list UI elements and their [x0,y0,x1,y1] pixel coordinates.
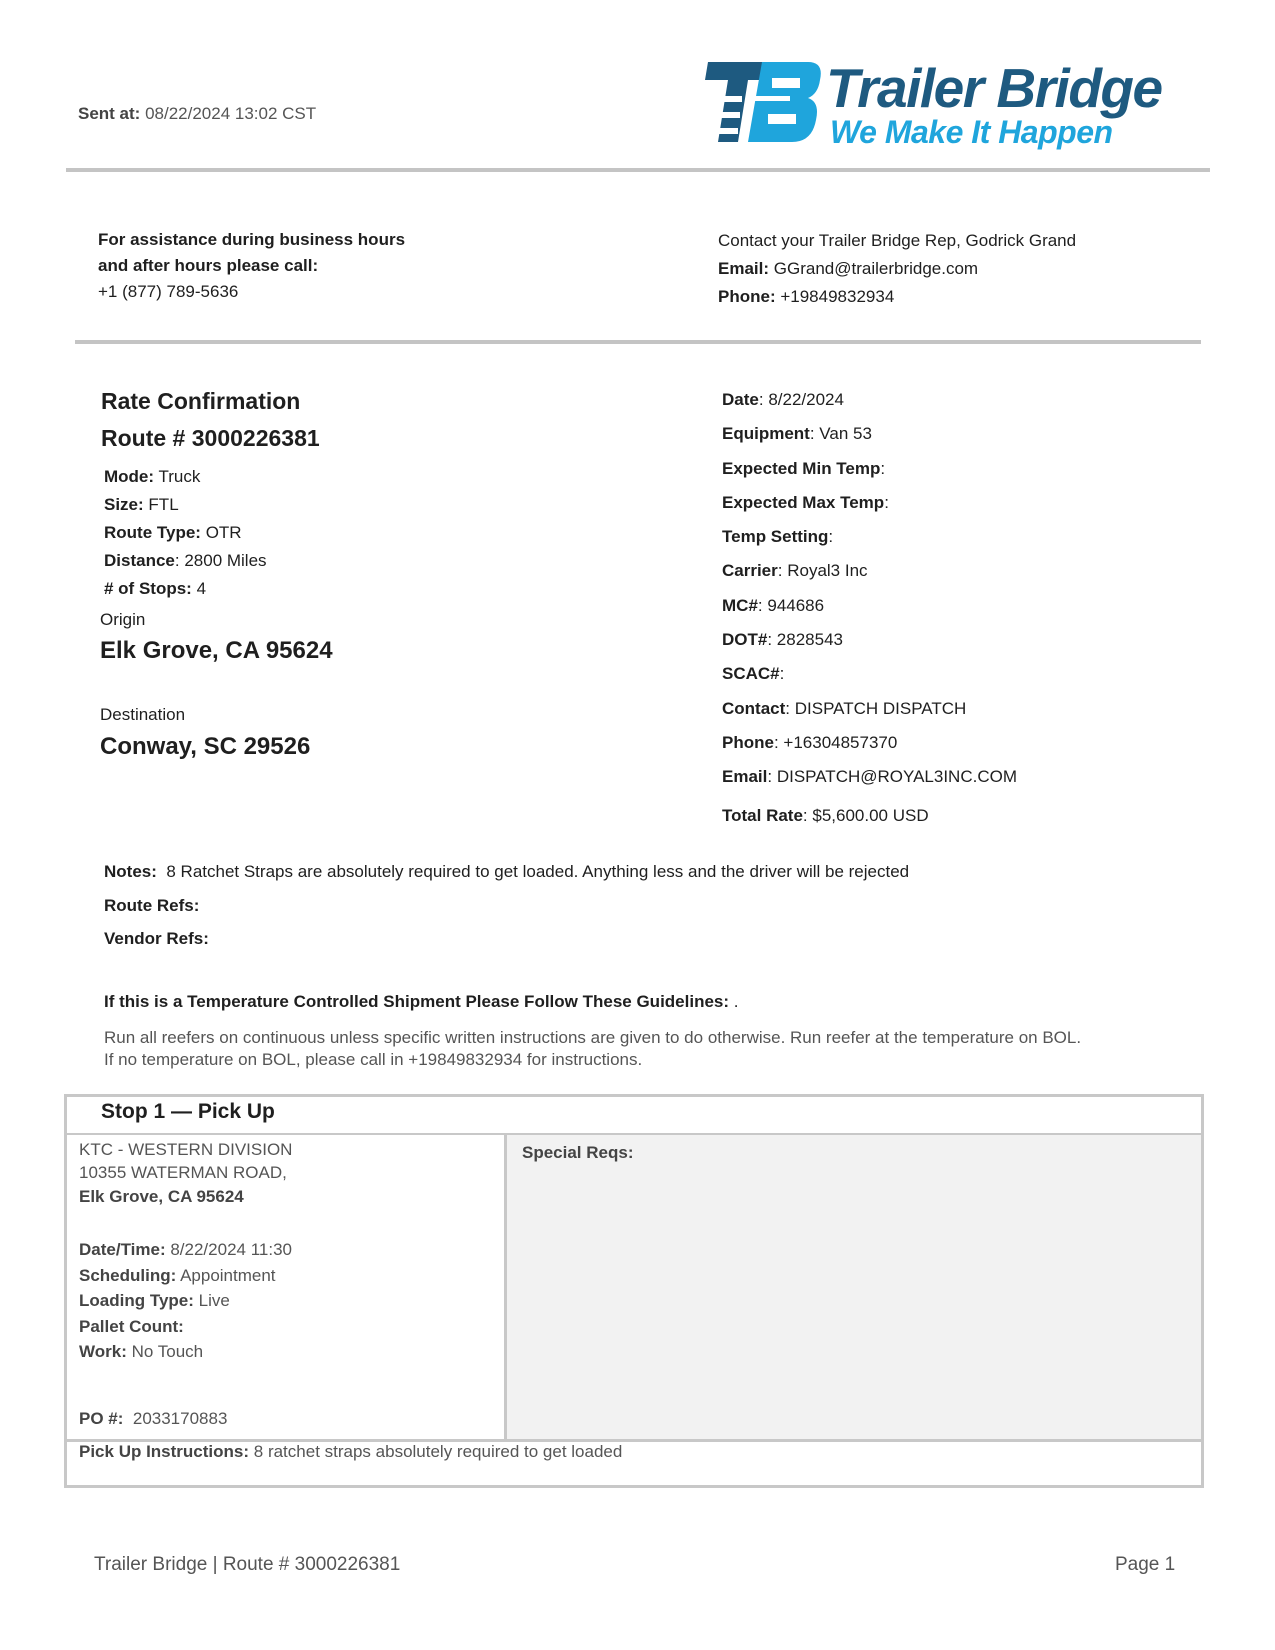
rep-intro: Contact your Trailer Bridge Rep, Godrick Grand [718,231,1077,250]
stop-po-value: 2033170883 [132,1409,228,1428]
origin-value: Elk Grove, CA 95624 [100,637,333,664]
total-rate: Total Rate: $5,600.00 USD [722,806,929,825]
carrier-contact-label: Contact [722,698,786,718]
carrier-email-label: Email [722,767,768,787]
stop-city: Elk Grove, CA 95624 [79,1187,244,1206]
stop-work-label: Work: [79,1342,127,1361]
stop-divider-vertical [504,1135,507,1440]
route-type-label: Route Type: [104,523,201,542]
destination-value: Conway, SC 29526 [100,733,311,760]
route-type-value: OTR [205,523,242,542]
sent-at-label: Sent at: [78,104,141,123]
special-reqs-panel [507,1135,1201,1440]
carrier-phone-value: +16304857370 [783,732,898,752]
date-label: Date [722,390,759,409]
carrier-contact-value: DISPATCH DISPATCH [794,698,967,718]
distance-label: Distance [104,551,175,570]
stop-po [79,1409,227,1429]
temperature-line2: If no temperature on BOL, please call in +19849832934 for instructions. [104,1050,643,1069]
carrier-phone-label: Phone [722,732,774,752]
min-temp-label: Expected Min Temp [722,458,881,478]
destination-label: Destination [100,705,186,724]
section-divider [75,340,1201,344]
stop-details [79,1237,292,1365]
assistance-phone: +1 (877) 789-5636 [98,282,239,301]
rep-email-label: Email: [718,259,770,278]
origin-label: Origin [100,610,146,629]
dot-label: DOT# [722,630,768,650]
notes-block [104,855,909,956]
temperature-guidelines-text [104,1027,1184,1071]
trailer-bridge-logo-icon [700,58,825,146]
rep-email[interactable]: GGrand@trailerbridge.com [773,259,979,278]
pickup-instructions-label: Pick Up Instructions: [79,1442,250,1461]
total-rate-label: Total Rate [722,806,803,825]
temperature-title: If this is a Temperature Controlled Shipment Please Follow These Guidelines: [104,992,730,1011]
stop-heading: Stop 1 — Pick Up [101,1100,275,1123]
stops-label: # of Stops: [104,579,192,598]
brand-name: Trailer Bridge [826,57,1162,119]
stop-work-value: No Touch [131,1342,204,1361]
brand-tagline: We Make It Happen [830,114,1113,150]
rep-phone: +19849832934 [780,287,895,306]
route-refs-label: Route Refs: [104,895,200,915]
footer-page-number: Page 1 [1115,1554,1176,1575]
pickup-instructions [79,1442,622,1462]
mode-value: Truck [158,467,201,486]
assistance-line1: For assistance during business hours [98,230,406,249]
carrier-label: Carrier [722,561,778,581]
stop-scheduling-value: Appointment [180,1265,276,1285]
scac-label: SCAC# [722,664,780,684]
notes-label: Notes: [104,862,157,881]
rep-contact-block [718,227,1076,311]
stop-divider-top [67,1133,1201,1135]
size-label: Size: [104,495,144,514]
assistance-block [98,227,405,305]
mc-value: 944686 [767,595,825,615]
header-divider [66,168,1210,172]
temp-setting-label: Temp Setting [722,527,829,547]
stop-loading-value: Live [198,1291,230,1310]
temperature-guidelines-title [104,992,739,1012]
shipment-details: Date: 8/22/2024 Equipment: Van 53 Expected Min Temp: Expected Max Temp: Temp Setting: Carrier: Royal3 Inc MC#: 944686 DOT#: 2828543 SCAC#: Contact: DISPATCH DISPATCH Phone: +16304857370 Email: DISPATCH@ROYAL3INC.COM [722,390,1017,787]
max-temp-label: Expected Max Temp [722,492,885,512]
size-value: FTL [148,495,179,514]
stop-street: 10355 WATERMAN ROAD, [79,1163,287,1182]
total-rate-value: $5,600.00 USD [812,806,929,825]
vendor-refs-label: Vendor Refs: [104,929,209,948]
route-summary: Mode: Truck Size: FTL Route Type: OTR Distance: 2800 Miles # of Stops: 4 [104,467,267,598]
stop-po-label: PO #: [79,1409,124,1428]
rep-phone-label: Phone: [718,287,776,306]
stops-value: 4 [196,579,207,598]
stop-datetime-label: Date/Time: [79,1240,166,1259]
sent-at-value: 08/22/2024 13:02 CST [145,104,317,123]
temperature-title-suffix: . [733,992,739,1011]
stop-loading-label: Loading Type: [79,1291,194,1310]
sent-at [78,104,316,124]
carrier-value: Royal3 Inc [787,561,868,581]
equipment-label: Equipment [722,424,810,444]
dot-value: 2828543 [776,630,843,650]
special-reqs-label: Special Reqs: [522,1143,634,1162]
stop-address [79,1138,292,1184]
assistance-line2: and after hours please call: [98,256,319,275]
carrier-email-value[interactable]: DISPATCH@ROYAL3INC.COM [776,767,1017,787]
date-value: 8/22/2024 [768,390,844,409]
page-title: Rate Confirmation [101,388,301,414]
equipment-value: Van 53 [819,424,872,444]
stop-pallet-label: Pallet Count: [79,1316,184,1336]
route-number: Route # 3000226381 [101,425,320,451]
stop-datetime-value: 8/22/2024 11:30 [170,1240,292,1259]
stop-company: KTC - WESTERN DIVISION [79,1140,293,1159]
distance-value: 2800 Miles [184,551,267,570]
pickup-instructions-value: 8 ratchet straps absolutely required to get loaded [253,1442,623,1461]
notes-value: 8 Ratchet Straps are absolutely required to get loaded. Anything less and the driver will be rejected [166,862,910,881]
temperature-line1: Run all reefers on continuous unless specific written instructions are given to do otherwise. Run reefer at the temperature on BOL. [104,1028,1082,1047]
footer-route: Trailer Bridge | Route # 3000226381 [94,1554,401,1575]
stop-scheduling-label: Scheduling: [79,1265,177,1285]
rate-title-block [101,383,320,457]
mc-label: MC# [722,595,758,615]
mode-label: Mode: [104,467,155,486]
